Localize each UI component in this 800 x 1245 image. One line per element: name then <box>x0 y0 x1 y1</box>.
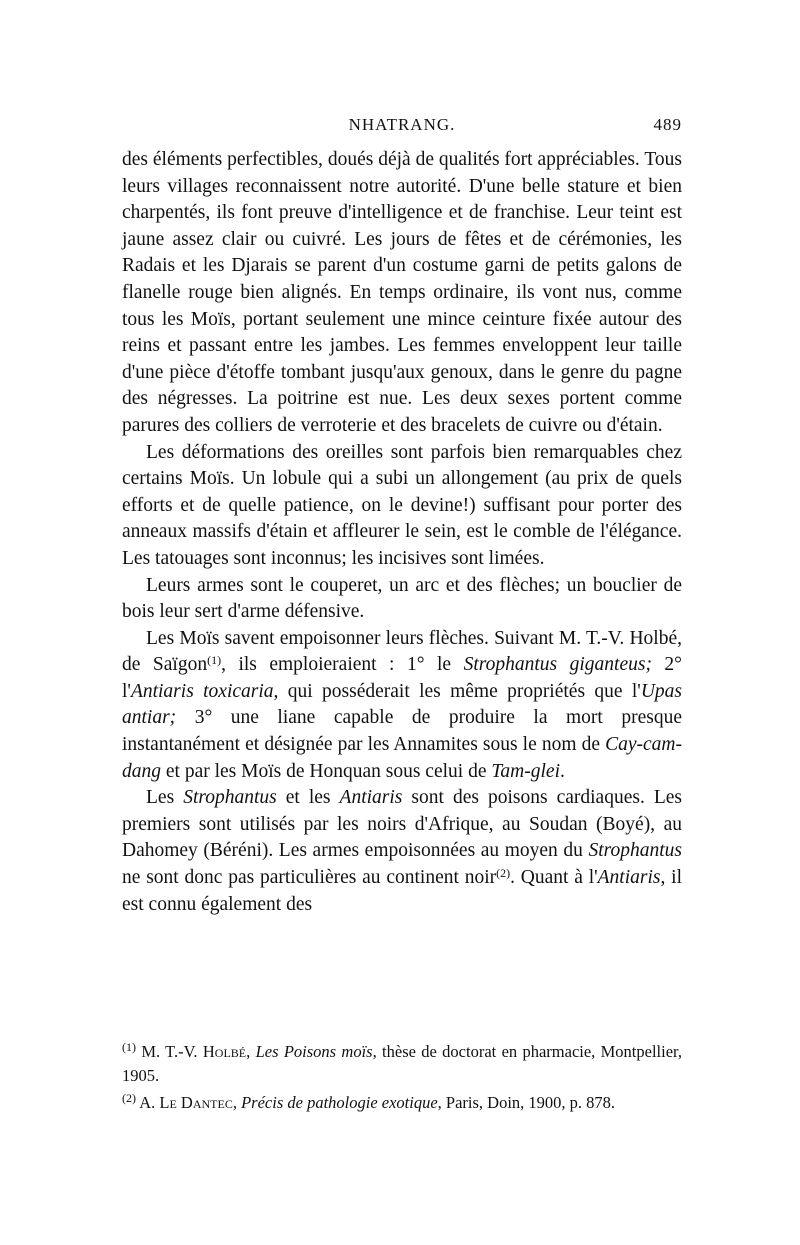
text-run: sont des poisons cardiaques. Les premiers sont utilisés par les noirs d'Afrique, au Soudan (Boyé), au Dahomey (Béréni). Les armes empoisonnées au moyen du <box>122 787 683 862</box>
text-run: Les Moïs savent empoisonner leurs flèches. Suivant M. T.-V. Holbé, de Saïgon <box>122 627 682 676</box>
paragraph <box>122 573 682 626</box>
text-run: et par les Moïs de Honquan sous celui de <box>161 760 492 782</box>
text-run: , <box>246 1042 256 1061</box>
paragraph <box>122 785 682 918</box>
footnotes <box>122 1040 682 1119</box>
book-page <box>122 0 682 1245</box>
page-number: 489 <box>653 115 682 134</box>
footnote-marker: (1) <box>122 1040 136 1054</box>
footnote-marker: (2) <box>496 866 511 881</box>
italic-text: Tam-glei <box>491 760 560 782</box>
text-run: 2° l' <box>122 654 682 702</box>
text-run: , il est connu également des <box>122 867 682 915</box>
running-header <box>122 115 682 139</box>
text-run: 3° une liane capable de produire la mort presque instantanément et désignée par les Annamites sous le nom de <box>122 707 682 756</box>
text-run: Les déformations des oreilles sont parfois bien remarquables chez certains Moïs. Un lobule qui a subi un allongement (au prix de quels efforts et de quelle patience, on le devine!) suffisant pour porter des anneaux massifs d'étain et affleurer le sein, est le comble de l'élégance. Les tatouages sont inconnus; les incisives sont limées. <box>122 441 682 569</box>
italic-text: Antiaris toxicaria <box>130 680 274 702</box>
text-run: A. <box>136 1093 160 1112</box>
italic-text: Antiaris <box>597 867 661 889</box>
italic-text: Antiaris <box>339 787 403 809</box>
text-run: M. T.-V. <box>136 1042 203 1061</box>
paragraph <box>122 626 682 786</box>
italic-text: Précis de pathologie exotique <box>241 1093 438 1112</box>
footnote <box>122 1091 682 1115</box>
text-run: et les <box>276 787 340 809</box>
italic-text: Strophantus <box>588 840 682 862</box>
paragraph <box>122 440 682 573</box>
running-title: NHATRANG. <box>348 115 456 134</box>
footnote-marker: (2) <box>122 1091 136 1105</box>
italic-text: Strophantus <box>183 787 277 809</box>
italic-text: Upas antiar; <box>122 680 682 729</box>
italic-text: Strophantus giganteus; <box>463 654 652 676</box>
footnote-marker: (1) <box>207 653 222 668</box>
text-run: des éléments perfectibles, doués déjà de qualités fort appréciables. Tous leurs villages reconnaissent notre autorité. D'une belle stature et bien charpentés, ils font preuve d'intelligence et de franchise. Leur teint est jaune assez clair ou cuivré. Les jours de fêtes et de cérémonies, les Radais et les Djarais se parent d'un costume garni de petits galons de flanelle rouge bien alignés. En temps ordinaire, ils vont nus, comme tous les Moïs, portant seulement une mince ceinture fixée autour des reins et passant entre les jambes. Les femmes enveloppent leur taille d'une pièce d'étoffe tombant jusqu'aux genoux, dans le genre du pagne des négresses. La poitrine est nue. Les deux sexes portent comme parures des colliers de verroterie et des bracelets de cuivre ou d'étain. <box>122 149 682 436</box>
italic-text: Les Poisons moïs <box>255 1042 373 1061</box>
footnote <box>122 1040 682 1087</box>
text-run: ne sont donc pas particulières au continent noir <box>122 867 497 889</box>
text-run: . Quant à l' <box>510 867 598 889</box>
text-run: , ils emploieraient : 1° le <box>221 654 464 676</box>
text-run: Les <box>146 787 184 809</box>
author-name: Holbé <box>202 1042 247 1061</box>
body-text <box>122 147 682 918</box>
text-run: Leurs armes sont le couperet, un arc et des flèches; un bouclier de bois leur sert d'arme défensive. <box>122 574 682 623</box>
author-name: Le Dantec <box>159 1093 233 1112</box>
text-run: . <box>559 760 565 782</box>
text-run: , thèse de doctorat en pharmacie, Montpellier, 1905. <box>122 1042 682 1085</box>
italic-text: Cay-cam-dang <box>122 734 682 782</box>
text-run: , <box>232 1093 242 1112</box>
text-run: , Paris, Doin, 1900, p. 878. <box>437 1093 616 1112</box>
text-run: , qui posséderait les même propriétés que l' <box>273 680 641 702</box>
paragraph <box>122 147 682 440</box>
